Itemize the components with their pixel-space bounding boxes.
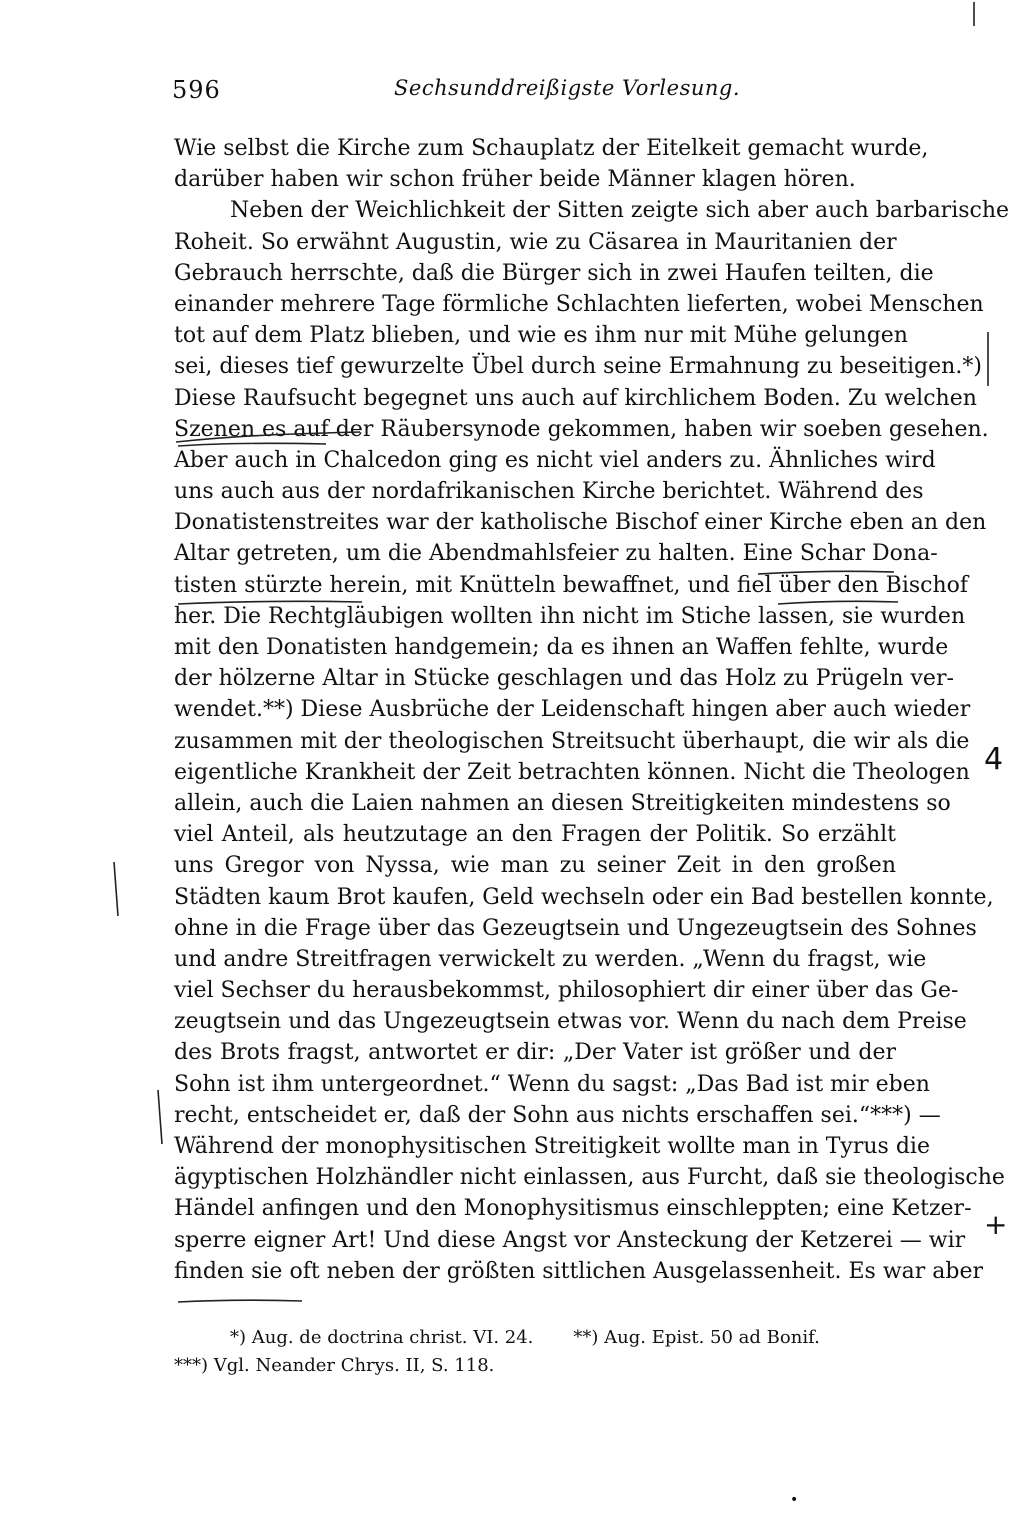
text-line: viel Anteil, als heutzutage an den Fragen der Politik. So erzählt xyxy=(174,822,896,848)
body-text xyxy=(174,133,1009,1287)
text-line: allein, auch die Laien nahmen an diesen Streitigkeiten mindestens so xyxy=(174,790,951,816)
margin-line-right xyxy=(984,330,992,390)
text-line: Donatistenstreites war der katholische Bischof einer Kirche eben an den xyxy=(174,510,987,536)
text-line: uns auch aus der nordafrikanischen Kirche berichtet. Während des xyxy=(174,479,924,505)
text-line: eigentliche Krankheit der Zeit betrachten können. Nicht die Theologen xyxy=(174,759,970,785)
page-number: 596 xyxy=(172,76,221,104)
text-line: Neben der Weichlichkeit der Sitten zeigte sich aber auch barbarische xyxy=(230,198,1009,224)
footnote-augustin-doctrina: *) Aug. de doctrina christ. VI. 24. xyxy=(230,1327,534,1348)
text-line: Szenen es auf der Räubersynode gekommen, haben wir soeben gesehen. xyxy=(174,416,989,442)
text-line: recht, entscheidet er, daß der Sohn aus nichts erschaffen sei.“***) — xyxy=(174,1102,941,1128)
margin-line-top-right xyxy=(970,0,978,30)
footnotes xyxy=(174,1324,896,1380)
footnote-neander: ***) Vgl. Neander Chrys. II, S. 118. xyxy=(174,1355,495,1376)
text-line: und andre Streitfragen verwickelt zu werden. „Wenn du fragst, wie xyxy=(174,946,927,972)
ink-dot: • xyxy=(790,1492,799,1508)
text-line: Roheit. So erwähnt Augustin, wie zu Cäsarea in Mauritanien der xyxy=(174,229,897,255)
margin-note-right: 4 xyxy=(984,742,1004,777)
pencil-underline-szenen xyxy=(176,440,336,460)
text-line: Gebrauch herrschte, daß die Bürger sich in zwei Haufen teilten, die xyxy=(174,260,934,286)
text-line: tisten stürzte herein, mit Knütteln bewaffnet, und fiel über den Bischof xyxy=(174,572,969,598)
footnote-line xyxy=(174,1352,896,1380)
footnote-line xyxy=(174,1324,896,1352)
text-line: uns Gregor von Nyssa, wie man zu seiner Zeit in den großen xyxy=(174,853,896,879)
text-line: ohne in die Frage über das Gezeugtsein und Ungezeugtsein des Sohnes xyxy=(174,915,977,941)
running-title: Sechsunddreißigste Vorlesung. xyxy=(394,76,741,100)
text-line: einander mehrere Tage förmliche Schlachten lieferten, wobei Menschen xyxy=(174,291,984,317)
text-line: Sohn ist ihm untergeordnet.“ Wenn du sagst: „Das Bad ist mir eben xyxy=(174,1071,930,1097)
text-line: des Brots fragst, antwortet er dir: „Der Vater ist größer und der xyxy=(174,1040,896,1066)
text-line: her. Die Rechtgläubigen wollten ihn nicht im Stiche lassen, sie wurden xyxy=(174,603,966,629)
text-line: viel Sechser du herausbekommst, philosophiert dir einer über das Ge- xyxy=(174,978,959,1004)
pencil-underline-schar xyxy=(756,560,896,580)
margin-line-left xyxy=(112,860,120,920)
text-line: Altar getreten, um die Abendmahlsfeier zu halten. Eine Schar Dona- xyxy=(174,541,938,567)
pencil-underline-tisten xyxy=(176,592,366,612)
text-line: tot auf dem Platz blieben, und wie es ihm nur mit Mühe gelungen xyxy=(174,323,908,349)
text-line: Städten kaum Brot kaufen, Geld wechseln oder ein Bad bestellen konnte, xyxy=(174,884,994,910)
footnote-augustin-epist: **) Aug. Epist. 50 ad Bonif. xyxy=(573,1327,820,1348)
margin-line-left-2 xyxy=(156,1088,164,1148)
text-line: Diese Raufsucht begegnet uns auch auf kirchlichem Boden. Zu welchen xyxy=(174,385,977,411)
text-line: zeugtsein und das Ungezeugtsein etwas vor. Wenn du nach dem Preise xyxy=(174,1009,967,1035)
text-line: mit den Donatisten handgemein; da es ihnen an Waffen fehlte, wurde xyxy=(174,635,949,660)
text-line: sei, dieses tief gewurzelte Übel durch seine Ermahnung zu beseitigen.*) xyxy=(174,354,982,380)
text-line: der hölzerne Altar in Stücke geschlagen und das Holz zu Prügeln ver- xyxy=(174,666,954,692)
margin-mark-right: + xyxy=(984,1208,1008,1241)
text-line: Wie selbst die Kirche zum Schauplatz der Eitelkeit gemacht wurde, xyxy=(174,136,929,161)
pencil-underline-finden xyxy=(176,1296,306,1310)
pencil-underline-bischof xyxy=(776,592,902,612)
text-line: Händel anfingen und den Monophysitismus einschleppten; eine Ketzer- xyxy=(174,1196,972,1222)
text-line: finden sie oft neben der größten sittlichen Ausgelassenheit. Es war aber xyxy=(174,1258,984,1284)
text-line: ägyptischen Holzhändler nicht einlassen, aus Furcht, daß sie theologische xyxy=(174,1165,1005,1191)
text-line: wendet.**) Diese Ausbrüche der Leidenschaft hingen aber auch wieder xyxy=(174,697,971,723)
text-line: sperre eigner Art! Und diese Angst vor Ansteckung der Ketzerei — wir xyxy=(174,1227,966,1253)
text-line: darüber haben wir schon früher beide Männer klagen hören. xyxy=(174,167,856,193)
text-line: Aber auch in Chalcedon ging es nicht viel anders zu. Ähnliches wird xyxy=(174,447,936,473)
text-line: zusammen mit der theologischen Streitsucht überhaupt, die wir als die xyxy=(174,728,970,754)
text-line: Während der monophysitischen Streitigkeit wollte man in Tyrus die xyxy=(174,1134,930,1159)
page-header xyxy=(172,76,897,110)
